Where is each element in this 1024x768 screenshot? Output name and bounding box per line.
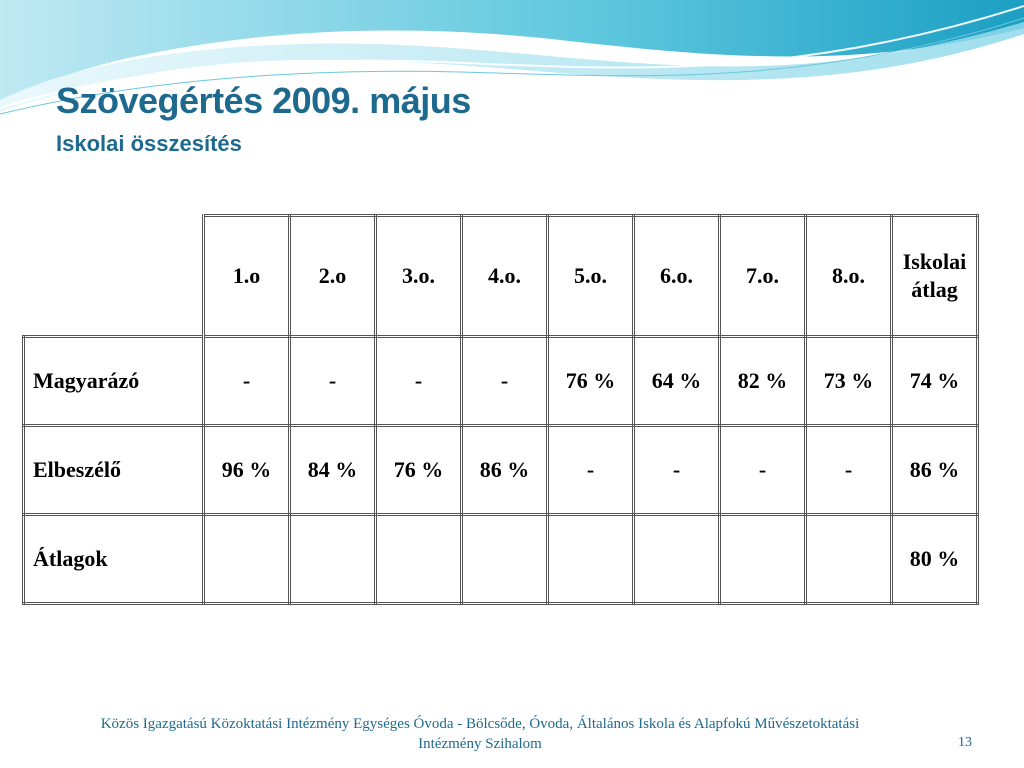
page-number: 13	[958, 735, 972, 750]
header-cell: 2.o	[290, 216, 376, 337]
header-cell: 8.o.	[806, 216, 892, 337]
table-cell: -	[806, 426, 892, 515]
row-label: Magyarázó	[24, 337, 204, 426]
table-cell: 73 %	[806, 337, 892, 426]
header-cell: 6.o.	[634, 216, 720, 337]
table-cell	[462, 515, 548, 604]
row-label: Átlagok	[24, 515, 204, 604]
footer-text	[0, 714, 960, 754]
table-cell	[634, 515, 720, 604]
table-cell: -	[720, 426, 806, 515]
table-cell: 64 %	[634, 337, 720, 426]
table-cell: 76 %	[376, 426, 462, 515]
table-cell: 96 %	[204, 426, 290, 515]
table-cell: -	[290, 337, 376, 426]
header-cell: 4.o.	[462, 216, 548, 337]
table-row	[24, 337, 978, 426]
table-cell: 86 %	[462, 426, 548, 515]
header-cell: 3.o.	[376, 216, 462, 337]
table-cell: 76 %	[548, 337, 634, 426]
corner-cell	[24, 216, 204, 337]
footer-line-2: Intézmény Szihalom	[418, 736, 542, 752]
slide-title: Szövegértés 2009. május	[56, 80, 471, 121]
header-cell: 5.o.	[548, 216, 634, 337]
header-cell-school-average: Iskolai átlag	[892, 216, 978, 337]
table-cell: 84 %	[290, 426, 376, 515]
header-row	[24, 216, 978, 337]
table-cell	[290, 515, 376, 604]
table-cell	[720, 515, 806, 604]
table-cell: -	[376, 337, 462, 426]
table-cell	[548, 515, 634, 604]
table-cell: 74 %	[892, 337, 978, 426]
table-cell: -	[204, 337, 290, 426]
header-cell: 7.o.	[720, 216, 806, 337]
header-cell: 1.o	[204, 216, 290, 337]
table-row	[24, 515, 978, 604]
table-cell: -	[548, 426, 634, 515]
table-cell	[204, 515, 290, 604]
row-label: Elbeszélő	[24, 426, 204, 515]
slide-subtitle: Iskolai összesítés	[56, 131, 242, 156]
table-cell: 80 %	[892, 515, 978, 604]
table-cell: -	[462, 337, 548, 426]
table-cell: 82 %	[720, 337, 806, 426]
results-table	[22, 214, 979, 605]
table-cell	[806, 515, 892, 604]
footer-line-1: Közös Igazgatású Közoktatási Intézmény Egységes Óvoda - Bölcsőde, Óvoda, Általános Iskola és Alapfokú Művészetoktatási	[100, 716, 860, 732]
table-cell: -	[634, 426, 720, 515]
table-cell: 86 %	[892, 426, 978, 515]
table-cell	[376, 515, 462, 604]
table-row	[24, 426, 978, 515]
